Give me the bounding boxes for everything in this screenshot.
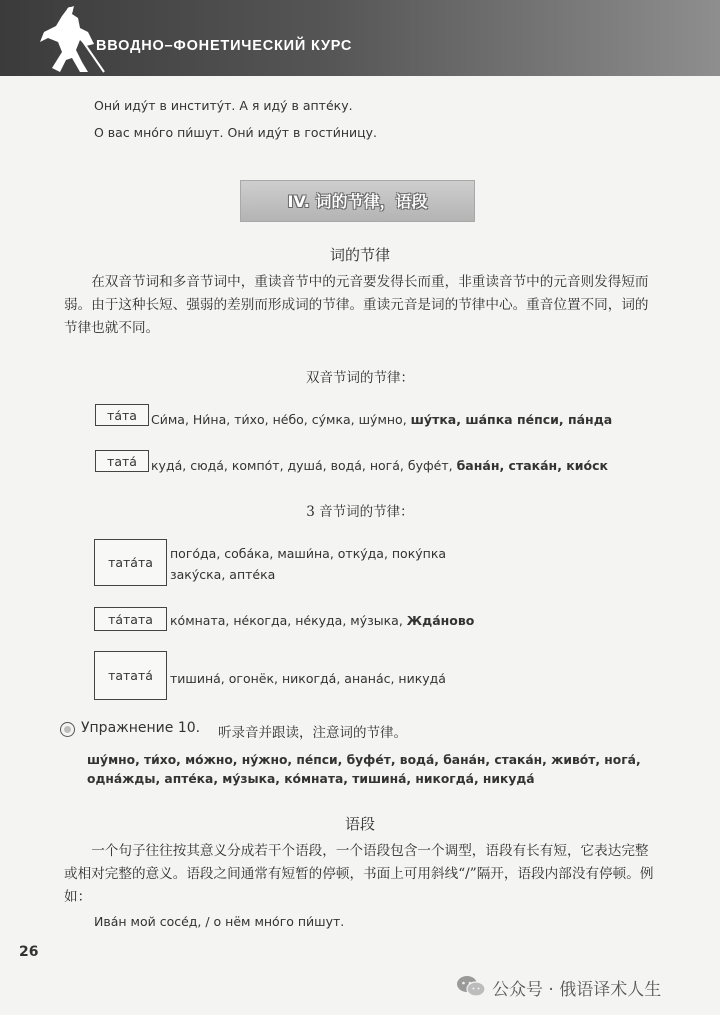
word-list [151,412,612,427]
exercise-label: Упражнение 10. [81,720,201,736]
word-list: тишина́, огонёк, никогда́, анана́с, никуда́ [170,671,446,686]
segment-paragraph: 一个句子往往按其意义分成若干个语段，一个语段包含一个调型，语段有长有短，它表达完整或相对完整的意义。语段之间通常有短暂的停顿，书面上可用斜线“/”隔开，语段内部没有停顿。例如： [64,843,654,905]
exercise-instruction: 听录音并跟读，注意词的节律。 [218,725,407,741]
pattern-box: та́тата [94,607,167,631]
pattern-box: тата́та [94,539,167,586]
chapter-header [0,0,720,76]
intro-line-2: О вас мно́го пи́шут. Они́ иду́т в гости́ницу. [94,125,378,140]
word-list: пого́да, соба́ка, маши́на, отку́да, поку́пка [170,546,447,561]
exercise-words-line-2: одна́жды, апте́ка, му́зыка, ко́мната, тишина́, никогда́, никуда́ [87,772,535,786]
word-list-regular: куда́, сюда́, компо́т, душа́, вода́, нога́, буфе́т, [151,458,457,473]
pattern-box: татата́ [94,651,167,700]
header-title: ВВОДНО–ФОНЕТИЧЕСКИЙ КУРС [96,38,353,54]
pattern-box: тата́ [95,450,149,472]
word-list-bold: Жда́ново [406,613,475,628]
word-list-regular: Си́ма, Ни́на, ти́хо, не́бо, су́мка, шу́мно, [151,412,411,427]
two-syllable-heading: 双音节词的节律： [306,370,414,386]
word-list: заку́ска, апте́ка [170,567,276,582]
wechat-icon [456,975,486,997]
pattern-box: та́та [95,404,149,426]
word-list [170,613,474,628]
segment-example: Ива́н мой сосе́д, / о нём мно́го пи́шут. [94,914,345,929]
section-title: IV. 词的节律，语段 [287,192,428,211]
watermark-text: 公众号 · 俄语译术人生 [492,980,662,1000]
section-banner [240,180,475,222]
word-list [151,458,608,473]
audio-disc-icon [60,722,75,737]
word-list-regular: ко́мната, не́когда, не́куда, му́зыка, [170,613,407,628]
rhythm-heading: 词的节律 [329,246,390,264]
exercise-words-line-1: шу́мно, ти́хо, мо́жно, ну́жно, пе́пси, буфе́т, вода́, бана́н, стака́н, живо́т, нога́, [87,753,641,767]
word-list-bold: шу́тка, ша́пка пе́пси, па́нда [410,412,613,427]
word-list-bold: бана́н, стака́н, кио́ск [456,458,609,473]
page-number: 26 [19,944,39,960]
intro-line-1: Они́ иду́т в институ́т. А я иду́ в апте́ку. [94,98,353,113]
segment-heading: 语段 [344,815,375,833]
three-syllable-heading: 3 音节词的节律： [306,504,414,520]
rhythm-paragraph: 在双音节词和多音节词中，重读音节中的元音要发得长而重，非重读音节中的元音则发得短而弱。由于这种长短、强弱的差别而形成词的节律。重读元音是词的节律中心。重音位置不同，词的节律也就不同。 [64,274,649,336]
